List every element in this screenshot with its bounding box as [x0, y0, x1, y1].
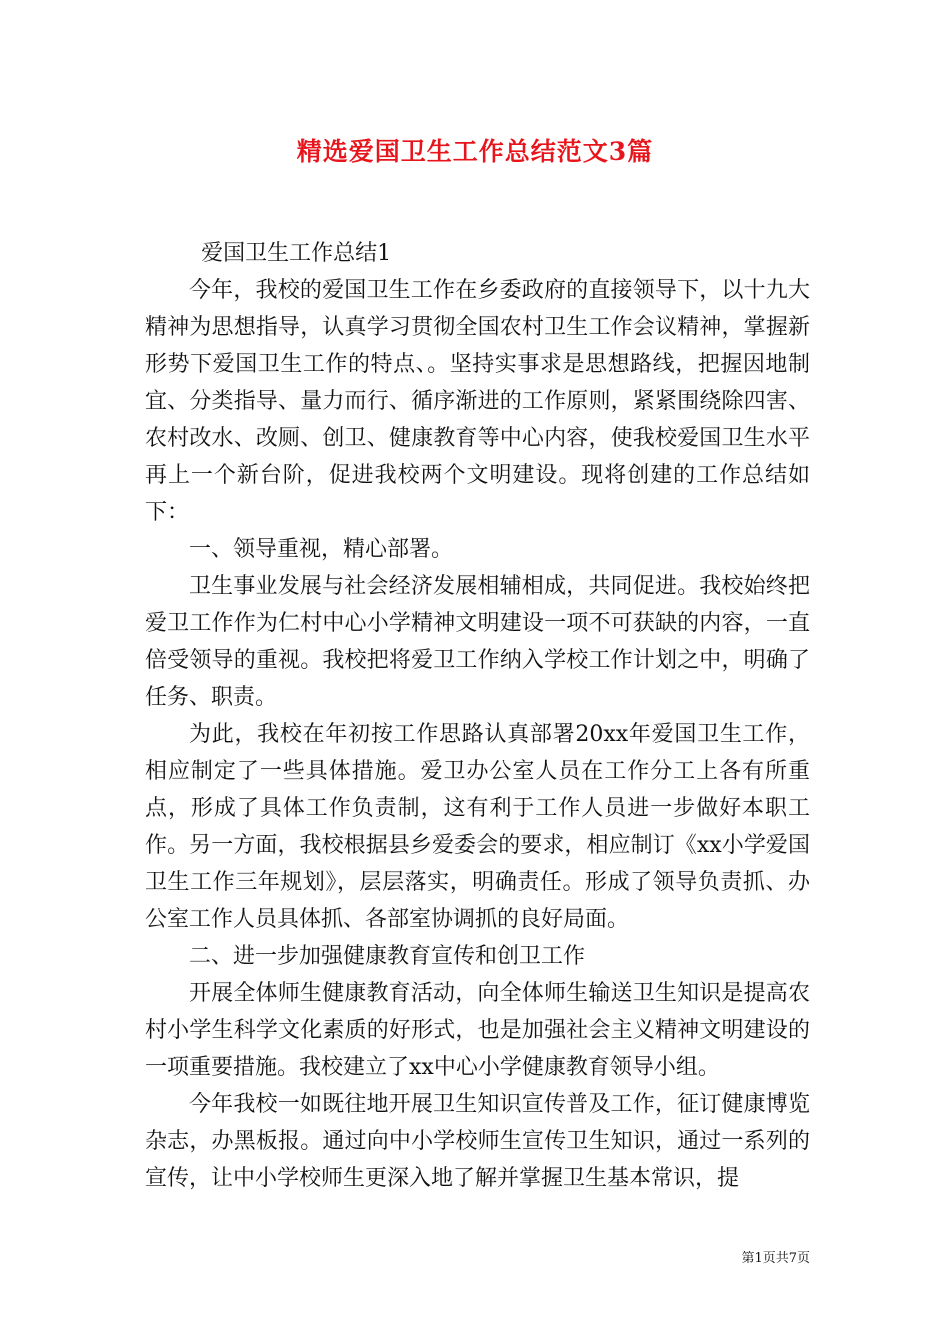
document-title: 精选爱国卫生工作总结范文3篇	[296, 137, 654, 166]
paragraph-health-education: 开展全体师生健康教育活动，向全体师生输送卫生知识是提高农村小学生科学文化素质的好形式，也是加强社会主义精神文明建设的一项重要措施。我校建立了xx中心小学健康教育领导小组。	[145, 981, 810, 1080]
paragraph-publicity: 今年我校一如既往地开展卫生知识宣传普及工作，征订健康博览杂志，办黑板报。通过向中小学校师生宣传卫生知识，通过一系列的宣传，让中小学校师生更深入地了解并掌握卫生基本常识，提	[145, 1092, 810, 1191]
section-heading-1: 爱国卫生工作总结1	[201, 241, 392, 266]
paragraph-leadership: 卫生事业发展与社会经济发展相辅相成，共同促进。我校始终把爱卫工作作为仁村中心小学精神文明建设一项不可获缺的内容，一直倍受领导的重视。我校把将爱卫工作纳入学校工作计划之中，明确了任务、职责。	[145, 574, 810, 710]
heading-leadership: 一、领导重视，精心部署。	[189, 537, 454, 562]
page-number: 第1页共7页	[741, 1251, 810, 1266]
paragraph-measures: 为此，我校在年初按工作思路认真部署20xx年爱国卫生工作，相应制定了一些具体措施。爱卫办公室人员在工作分工上各有所重点，形成了具体工作负责制，这有利于工作人员进一步做好本职工作。另一方面，我校根据县乡爱委会的要求，相应制订《xx小学爱国卫生工作三年规划》，层层落实，明确责任。形成了领导负责抓、办公室工作人员具体抓、各部室协调抓的良好局面。	[145, 722, 810, 932]
paragraph-intro: 今年，我校的爱国卫生工作在乡委政府的直接领导下，以十九大精神为思想指导，认真学习贯彻全国农村卫生工作会议精神，掌握新形势下爱国卫生工作的特点、。坚持实事求是思想路线，把握因地制宜、分类指导、量力而行、循序渐进的工作原则，紧紧围绕除四害、农村改水、改厕、创卫、健康教育等中心内容，使我校爱国卫生水平再上一个新台阶，促进我校两个文明建设。现将创建的工作总结如下：	[145, 278, 810, 525]
document-body	[145, 235, 810, 1197]
heading-health-education: 二、进一步加强健康教育宣传和创卫工作	[189, 944, 586, 969]
